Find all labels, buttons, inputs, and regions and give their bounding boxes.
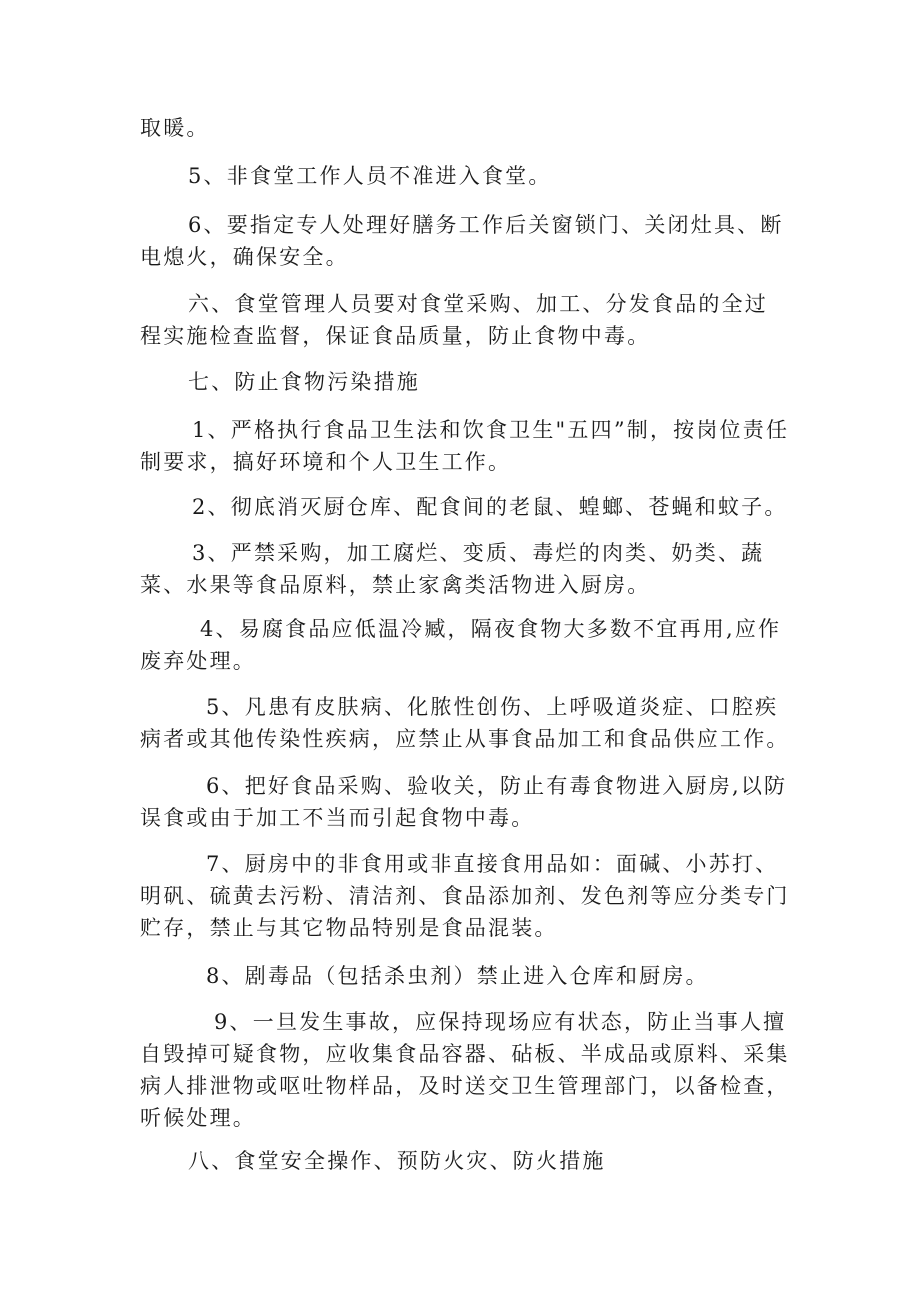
heading-section-7: 七、防止食物污染措施	[188, 370, 420, 394]
paragraph-section-6: 六、食堂管理人员要对食堂采购、加工、分发食品的全过程实施检查监督，保证食品质量，防止食物中毒。	[140, 292, 768, 348]
paragraph-item-5: 5、凡患有皮肤病、化脓性创伤、上呼吸道炎症、口腔疾病者或其他传染性疾病，应禁止从事食品加工和食品供应工作。	[140, 695, 790, 751]
paragraph-rule-5: 5、非食堂工作人员不准进入食堂。	[188, 164, 552, 188]
paragraph-item-1: 1、严格执行食品卫生法和饮食卫生"五四”制，按岗位责任制要求，搞好环境和个人卫生工作。	[140, 418, 790, 474]
paragraph-rule-6: 6、要指定专人处理好膳务工作后关窗锁门、关闭灶具、断电熄火，确保安全。	[140, 213, 784, 269]
paragraph-item-7: 7、厨房中的非食用或非直接食用品如：面碱、小苏打、明矾、硫黄去污粉、清洁剂、食品添加剂、发色剂等应分类专门贮存，禁止与其它物品特别是食品混装。	[140, 852, 790, 940]
paragraph-item-9: 9、一旦发生事故，应保持现场应有状态，防止当事人擅自毁掉可疑食物，应收集食品容器、砧板、半成品或原料、采集病人排泄物或呕吐物样品，及时送交卫生管理部门，以备检查，听候处理。	[140, 1010, 790, 1130]
paragraph-continuation: 取暖。	[140, 116, 210, 140]
paragraph-item-2: 2、彻底消灭厨仓库、配食间的老鼠、蝗螂、苍蝇和蚊子。	[192, 495, 788, 519]
paragraph-item-3: 3、严禁采购，加工腐烂、变质、毒烂的肉类、奶类、蔬菜、水果等食品原料，禁止家禽类活物进入厨房。	[140, 541, 765, 597]
paragraph-item-8: 8、剧毒品（包括杀虫剂）禁止进入仓库和厨房。	[206, 964, 709, 988]
paragraph-item-6: 6、把好食品采购、验收关，防止有毒食物进入厨房,以防误食或由于加工不当而引起食物中毒。	[140, 774, 788, 830]
heading-section-8: 八、食堂安全操作、预防火灾、防火措施	[188, 1149, 606, 1173]
paragraph-item-4: 4、易腐食品应低温冷臧，隔夜食物大多数不宜再用,应作废弃处理。	[140, 617, 782, 673]
